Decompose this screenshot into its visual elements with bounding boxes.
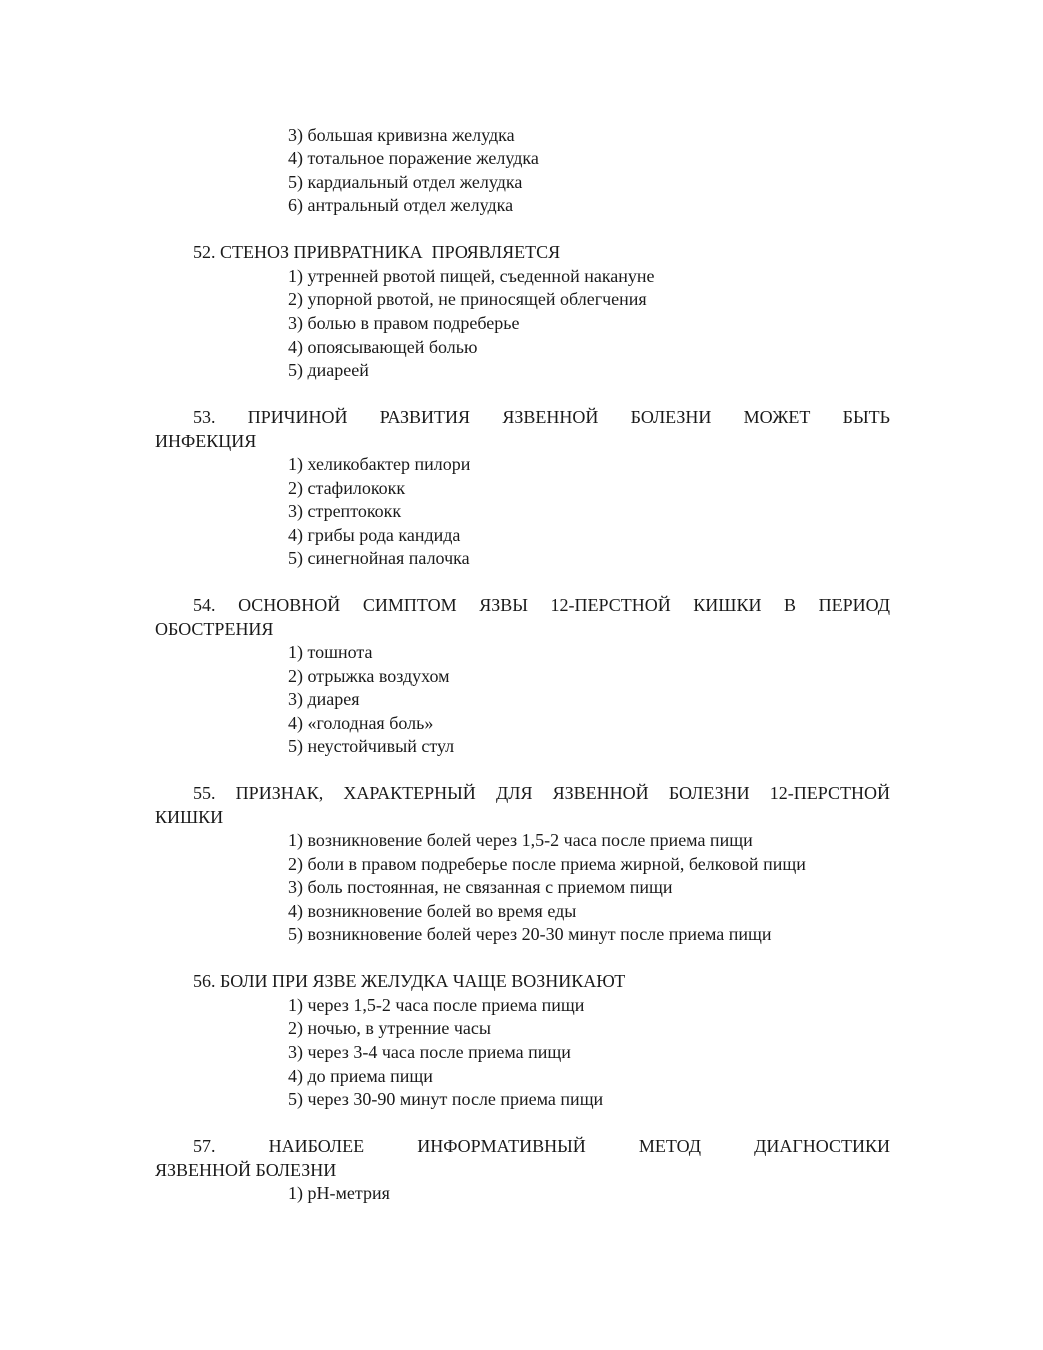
question-text: 57. НАИБОЛЕЕ ИНФОРМАТИВНЫЙ МЕТОД ДИАГНОСТИКИ [193,1136,890,1156]
option-line: 2) отрыжка воздухом [288,666,450,686]
option-line: 5) диареей [288,360,369,380]
question-text-continued: ОБОСТРЕНИЯ [155,618,274,639]
question-heading [155,782,890,829]
question-text-continued: ЯЗВЕННОЙ БОЛЕЗНИ [155,1159,337,1180]
option-line: 3) диарея [288,689,360,709]
question-text: 54. ОСНОВНОЙ СИМПТОМ ЯЗВЫ 12-ПЕРСТНОЙ КИШКИ В ПЕРИОД [193,595,890,615]
option-line: 1) тошнота [288,642,373,662]
option-line: 4) до приема пищи [288,1066,433,1086]
option-line: 3) стрептококк [288,501,402,521]
option-line: 5) через 30-90 минут после приема пищи [288,1089,604,1109]
question-text: 56. БОЛИ ПРИ ЯЗВЕ ЖЕЛУДКА ЧАЩЕ ВОЗНИКАЮТ [193,971,626,991]
option-line: 5) возникновение болей через 20-30 минут после приема пищи [288,924,772,944]
option-line: 2) боли в правом подреберье после приема жирной, белковой пищи [288,854,806,874]
option-line: 4) тотальное поражение желудка [288,148,539,168]
option-line: 4) возникновение болей во время еды [288,901,577,921]
option-line: 2) упорной рвотой, не приносящей облегчения [288,289,647,309]
question-heading [155,970,890,994]
question-text-continued: КИШКИ [155,806,224,827]
option-line: 5) кардиальный отдел желудка [288,172,523,192]
option-line: 2) ночью, в утренние часы [288,1018,491,1038]
option-line: 3) боль постоянная, не связанная с приемом пищи [288,877,673,897]
question-text-continued: ИНФЕКЦИЯ [155,430,257,451]
option-line: 1) хеликобактер пилори [288,454,471,474]
option-line: 5) синегнойная палочка [288,548,470,568]
question-heading [155,1135,890,1182]
option-line: 1) через 1,5-2 часа после приема пищи [288,995,585,1015]
option-line: 3) большая кривизна желудка [288,125,515,145]
option-line: 1) утренней рвотой пищей, съеденной накануне [288,266,655,286]
option-line: 1) рН-метрия [288,1183,390,1203]
question-text: 55. ПРИЗНАК, ХАРАКТЕРНЫЙ ДЛЯ ЯЗВЕННОЙ БОЛЕЗНИ 12-ПЕРСТНОЙ [193,783,890,803]
option-line: 1) возникновение болей через 1,5-2 часа после приема пищи [288,830,753,850]
question-heading [155,406,890,453]
option-line: 4) «голодная боль» [288,713,434,733]
option-line: 3) болью в правом подреберье [288,313,520,333]
option-line: 2) стафилококк [288,478,406,498]
question-text: 52. СТЕНОЗ ПРИВРАТНИКА ПРОЯВЛЯЕТСЯ [193,242,561,262]
question-heading [155,594,890,641]
option-line: 4) грибы рода кандида [288,525,461,545]
option-line: 3) через 3-4 часа после приема пищи [288,1042,571,1062]
option-line: 4) опоясывающей болью [288,337,478,357]
question-heading [155,241,890,265]
option-line: 6) антральный отдел желудка [288,195,514,215]
option-line: 5) неустойчивый стул [288,736,455,756]
question-text: 53. ПРИЧИНОЙ РАЗВИТИЯ ЯЗВЕННОЙ БОЛЕЗНИ МОЖЕТ БЫТЬ [193,407,890,427]
